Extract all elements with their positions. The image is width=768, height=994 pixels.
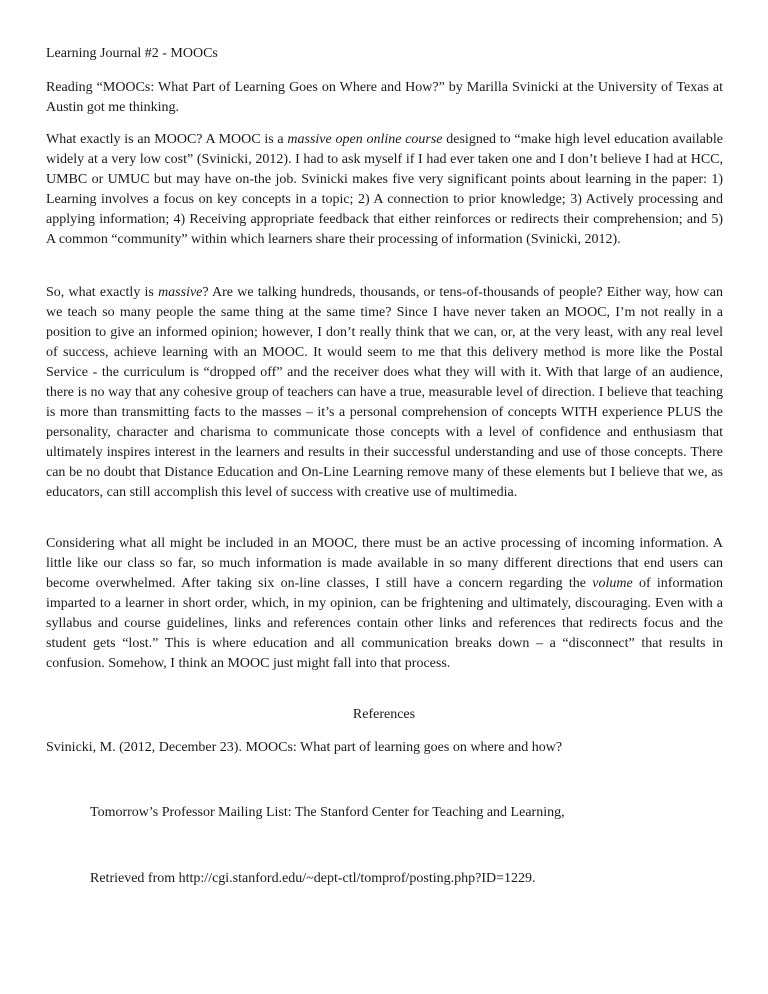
paragraph-mooc-definition bbox=[46, 130, 723, 250]
paragraph-text: designed to “make high level education available widely at a very low cost” (Svinicki, 2012). I had to ask myself if I had ever taken one and I don’t believe I had at HCC, UMBC or UMUC but may have on-the job. Svinicki makes five very significant points about learning in the paper: 1) Learning involves a focus on key concepts in a topic; 2) A connection to prior knowledge; 3) Actively processing and applying information; 4) Receiving appropriate feedback that either reinforces or redirects their comprehension; and 5) A common “community” within which learners share their processing of information (Svinicki, 2012). bbox=[46, 132, 724, 247]
reference-source: Tomorrow’s Professor Mailing List: The Stanford Center for Teaching and Learning, bbox=[90, 805, 565, 820]
paragraph-considering bbox=[46, 534, 723, 674]
paragraph-text: What exactly is an MOOC? A MOOC is a bbox=[46, 132, 288, 147]
references-heading: References bbox=[352, 707, 416, 722]
emphasis-text: volume bbox=[592, 576, 633, 591]
reference-citation: Svinicki, M. (2012, December 23). MOOCs: What part of learning goes on where and how? bbox=[46, 740, 563, 755]
document-title: Learning Journal #2 - MOOCs bbox=[46, 46, 218, 61]
paragraph-intro: Reading “MOOCs: What Part of Learning Goes on Where and How?” by Marilla Svinicki at the University of Texas at Austin got me thinking. bbox=[46, 80, 723, 115]
paragraph-text: So, what exactly is bbox=[46, 285, 159, 300]
paragraph-text: of information imparted to a learner in short order, which, in my opinion, can be frightening and ultimately, discouraging. Even with a syllabus and course guidelines, links and references contain other links and references that redirects focus and the student gets “lost.” This is where education and all communication breaks down – a “disconnect” that results in confusion. Somehow, I think an MOOC just might fall into that process. bbox=[46, 576, 723, 671]
paragraph-text: ? Are we talking hundreds, thousands, or tens-of-thousands of people? Either way, how can we teach so many people the same thing at the same time? Since I have never taken an MOOC, I’m not really in a position to give an informed opinion; however, I don’t really think that we can, or, at the very least, with any real level of success, achieve learning with an MOOC. It would seem to me that this delivery method is more like the Postal Service - the curriculum is “dropped off” and the receiver does what they will with it. With that large of an audience, there is no way that any cohesive group of teachers can have a true, measurable level of direction. I believe that teaching is more than transmitting facts to the masses – it’s a personal comprehension of concepts WITH experience PLUS the personality, character and charisma to communicate those concepts with a level of confidence and enthusiasm that ultimately inspires interest in the learners and results in their successful understanding and use of those concepts. There can be no doubt that Distance Education and On-Line Learning remove many of these elements but I believe that we, as educators, can still accomplish this level of success with creative use of multimedia. bbox=[46, 285, 723, 500]
emphasis-text: massive bbox=[158, 285, 203, 300]
emphasis-text: massive open online course bbox=[287, 132, 443, 147]
paragraph-text: Considering what all might be included in an MOOC, there must be an active processing of incoming information. A little like our class so far, so much information is made available in so many different directions that end users can become overwhelmed. After taking six on-line classes, I still have a concern regarding the bbox=[46, 536, 723, 591]
paragraph-massive bbox=[46, 283, 723, 503]
reference-retrieved: Retrieved from http://cgi.stanford.edu/~dept-ctl/tomprof/posting.php?ID=1229. bbox=[90, 871, 536, 886]
